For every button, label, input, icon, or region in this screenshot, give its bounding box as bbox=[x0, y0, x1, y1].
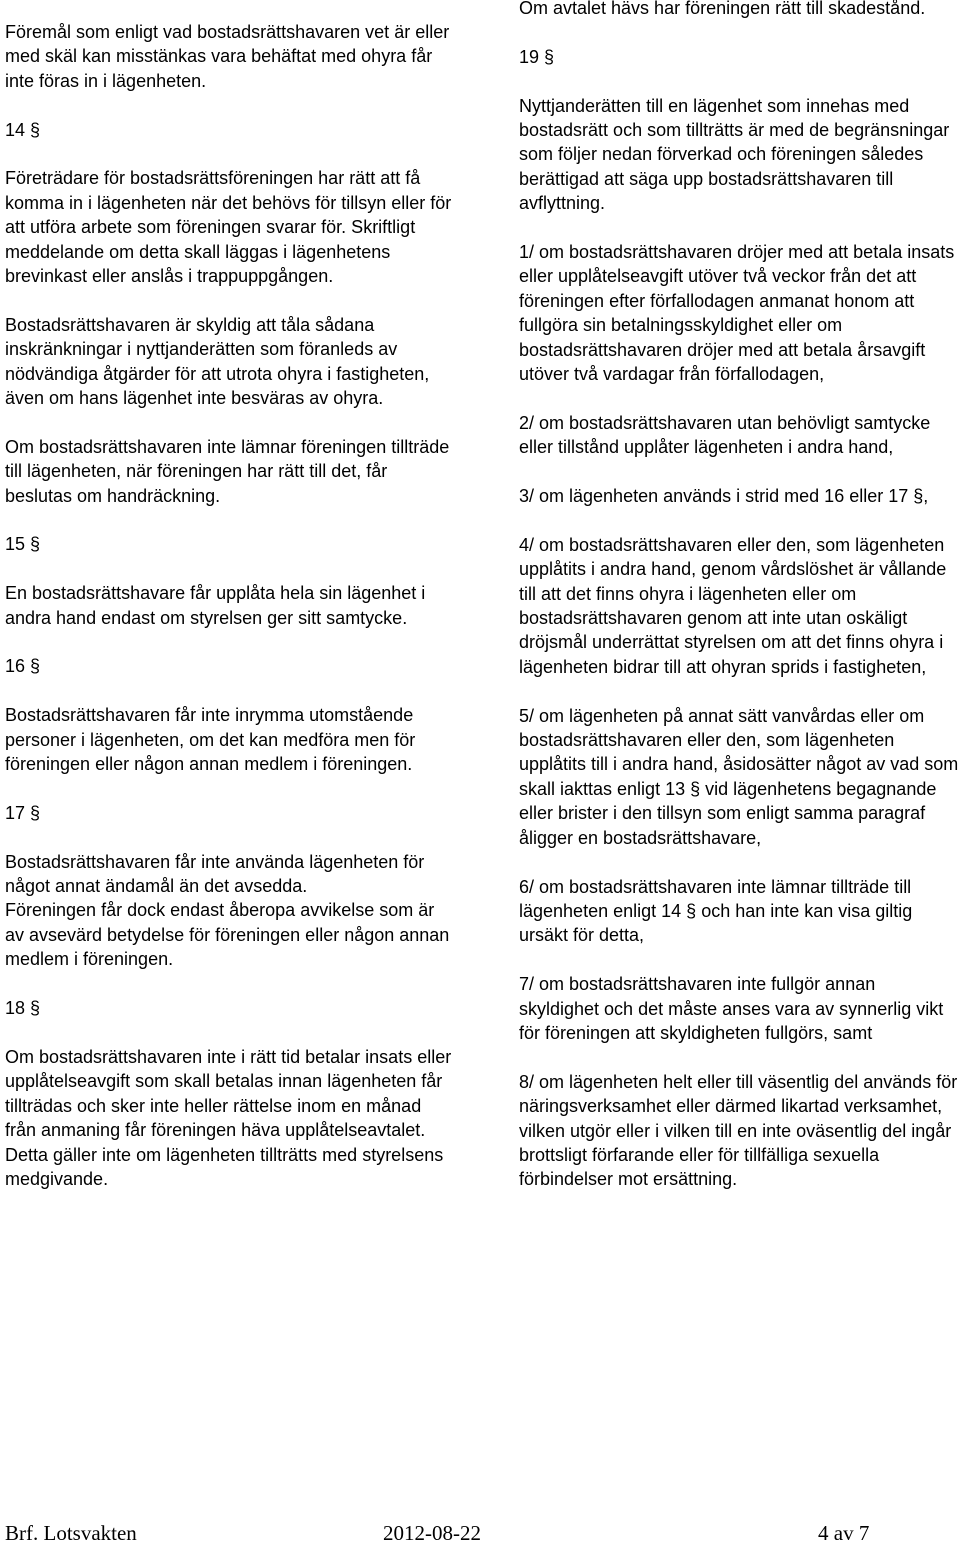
list-item: 2/ om bostadsrättshavaren utan behövligt samtycke eller tillstånd upplåter lägenheten i andra hand, bbox=[519, 412, 931, 458]
paragraph-pest-control: Bostadsrättshavaren är skyldig att tåla sådana inskränkningar i nyttjanderätten som föranleds av nödvändiga åtgärder för att utrota ohyra i fastigheten, även om hans lägenhet inte besväras av ohyra. bbox=[5, 314, 430, 409]
left-column bbox=[5, 20, 455, 1191]
section-14-heading: 14 § bbox=[5, 118, 455, 142]
list-item: 1/ om bostadsrättshavaren dröjer med att betala insats eller upplåtelseavgift utöver två veckor från det att föreningen efter förfallodagen anmanat honom att fullgöra sin betalningsskyldighet eller om bostadsrättshavaren dröjer med att betala årsavgift utöver två vardagar från förfallodagen, bbox=[519, 242, 955, 385]
paragraph-forfeiture: Nyttjanderätten till en lägenhet som innehas med bostadsrätt och som tillträtts är med de begränsningar som följer nedan förverkad och föreningen således berättigad att säga upp bostadsrättshavaren till avflyttning. bbox=[519, 95, 950, 214]
section-sign-icon: § bbox=[30, 534, 41, 555]
footer-org: Brf. Lotsvakten bbox=[5, 1521, 137, 1545]
list-item: 3/ om lägenheten används i strid med 16 eller 17 §, bbox=[519, 484, 959, 508]
list-item: 7/ om bostadsrättshavaren inte fullgör annan skyldighet och det måste anses vara av synnerlig vikt för föreningen att skyldigheten fullgörs, samt bbox=[519, 974, 944, 1043]
right-column bbox=[519, 0, 959, 1192]
paragraph-purpose: Bostadsrättshavaren får inte använda lägenheten för något annat ändamål än det avsedda. bbox=[5, 851, 425, 897]
section-sign-icon: § bbox=[544, 46, 555, 67]
paragraph-enforcement: Om bostadsrättshavaren inte lämnar föreningen tillträde till lägenheten, när föreningen har rätt till det, får beslutas om handräckning. bbox=[5, 436, 450, 506]
paragraph-payment: Om bostadsrättshavaren inte i rätt tid betalar insats eller upplåtelseavgift som skall betalas innan lägenheten får tillträdas och sker inte heller rättelse inom en månad från anmaning får föreningen häva upplåtelseavtalet. Detta gäller inte om lägenheten tillträtts med styrelsens medgivande. bbox=[5, 1046, 452, 1189]
section-sign-icon: § bbox=[30, 119, 41, 140]
page-footer bbox=[5, 1521, 955, 1547]
section-sign-icon: § bbox=[686, 900, 697, 921]
section-16-heading: 16 § bbox=[5, 654, 455, 678]
section-17-heading: 17 § bbox=[5, 801, 455, 825]
section-sign-icon: § bbox=[30, 656, 41, 677]
paragraph-damages: Om avtalet hävs har föreningen rätt till skadestånd. bbox=[519, 0, 926, 18]
section-15-heading: 15 § bbox=[5, 532, 455, 556]
list-item: 4/ om bostadsrättshavaren eller den, som lägenheten upplåtits i andra hand, genom vårdslöshet är vållande till att det finns ohyra i lägenheten eller om bostadsrättshavaren genom att inte utan oskäligt dröjsmål underrättat styrelsen om att det finns ohyra i lägenheten bidrar till att ohyran sprids i fastigheten, bbox=[519, 534, 947, 677]
paragraph-lodgers: Bostadsrättshavaren får inte inrymma utomstående personer i lägenheten, om det kan medföra men för föreningen eller någon annan medlem i föreningen. bbox=[5, 705, 416, 775]
section-sign-icon: § bbox=[30, 998, 41, 1019]
list-item: 6/ om bostadsrättshavaren inte lämnar tillträde till lägenheten enligt 14 § och han inte kan visa giltig ursäkt för detta, bbox=[519, 876, 913, 946]
paragraph-deviation: Föreningen får dock endast åberopa avvikelse som är av avsevärd betydelse för föreningen eller någon annan medlem i föreningen. bbox=[5, 900, 450, 970]
section-18-heading: 18 § bbox=[5, 996, 455, 1020]
section-sign-icon: § bbox=[30, 802, 41, 823]
paragraph-access: Företrädare för bostadsrättsföreningen har rätt att få komma in i lägenheten när det behövs för tillsyn eller för att utföra arbete som föreningen svarar för. Skriftligt meddelande om detta skall läggas i lägenhetens brevinkast eller anslås i trappuppgången. bbox=[5, 168, 452, 287]
footer-date: 2012-08-22 bbox=[383, 1521, 481, 1545]
list-item: 5/ om lägenheten på annat sätt vanvårdas eller om bostadsrättshavaren eller den, som lägenheten upplåtits till i andra hand, åsidosätter något av vad som skall iakttas enligt 13 § vid lägenhetens begagnande eller brister i den tillsyn som enligt samma paragraf åligger en bostadsrättshavare, bbox=[519, 705, 959, 848]
section-sign-icon: § bbox=[913, 486, 924, 507]
section-19-heading: 19 § bbox=[519, 45, 959, 69]
paragraph-ohyra-items: Föremål som enligt vad bostadsrättshavaren vet är eller med skäl kan misstänkas vara behäftat med ohyra får inte föras in i lägenheten. bbox=[5, 22, 450, 91]
footer-page-number: 4 av 7 bbox=[818, 1521, 870, 1545]
paragraph-sublet: En bostadsrättshavare får upplåta hela sin lägenhet i andra hand endast om styrelsen ger sitt samtycke. bbox=[5, 583, 426, 628]
section-sign-icon: § bbox=[690, 778, 701, 799]
list-item: 8/ om lägenheten helt eller till väsentlig del används för näringsverksamhet eller därmed likartad verksamhet, vilken utgör eller i vilken till en inte oväsentlig del ingår brottsligt förfarande eller för tillfälliga sexuella förbindelser mot ersättning. bbox=[519, 1071, 958, 1190]
